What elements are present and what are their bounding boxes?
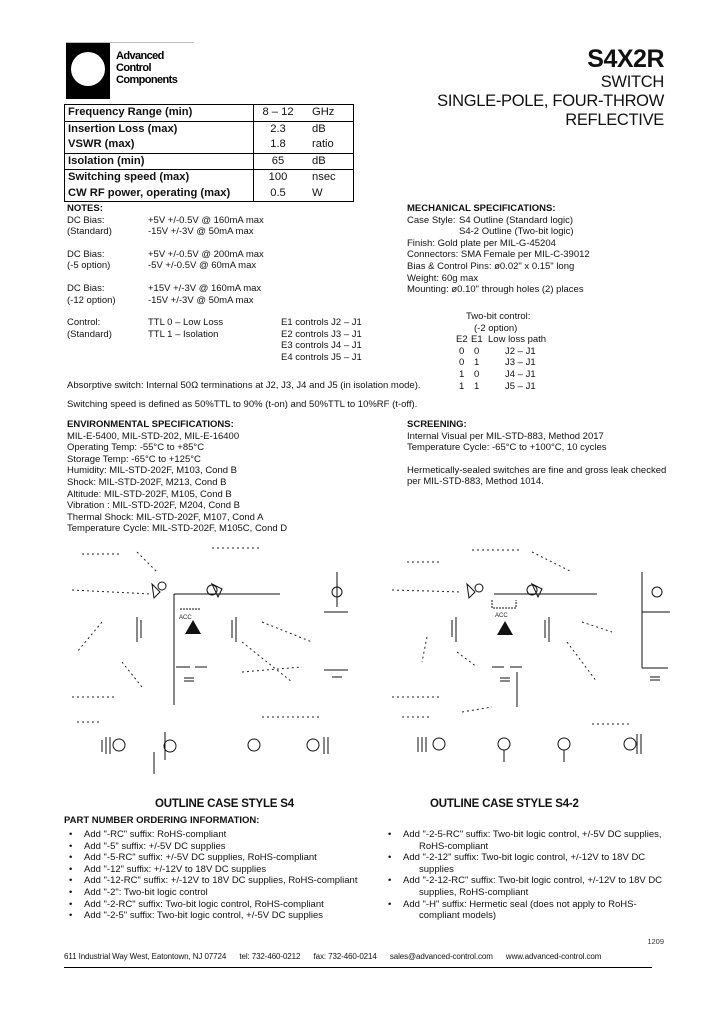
e1-value: 0 [474, 368, 480, 380]
table-row [65, 121, 354, 137]
dc-bias-option: (Standard) [67, 226, 112, 238]
logo-line-2: Control [116, 62, 151, 74]
header-e2: E2 [456, 334, 468, 346]
outline-drawing-s4-2 [382, 542, 692, 782]
env-line: MIL-E-5400, MIL-STD-202, MIL-E-16400 [67, 430, 240, 442]
list-item-continuation: supplies [419, 863, 454, 875]
header-e1: E1 [471, 334, 483, 346]
notes-heading: NOTES: [67, 203, 103, 214]
env-line: Thermal Shock: MIL-STD-202F, M107, Cond A [67, 511, 264, 523]
list-item: • Add "-RC" suffix: RoHS-compliant [64, 829, 357, 841]
electrical-spec-table [64, 104, 354, 202]
two-bit-subtitle: (-2 option) [474, 322, 518, 334]
list-item-line: Add "-2-12-RC" suffix: Two-bit logic control, +/-12V to 18V DC [403, 875, 663, 887]
list-item-line: Add "-H" suffix: Hermetic seal (does not apply to RoHS- [403, 898, 637, 910]
table-row [65, 186, 354, 202]
logo-divider [66, 42, 194, 43]
outline-drawing-s4 [62, 542, 362, 782]
path-value: J4 – J1 [505, 368, 536, 380]
dc-bias-value: -15V +/-3V @ 50mA max [148, 226, 254, 238]
footer-website-link[interactable]: www.advanced-control.com [505, 952, 602, 961]
control-map: E1 controls J2 – J1 [281, 317, 362, 329]
spec-label: CW RF power, operating (max) [65, 186, 254, 202]
notes-section [67, 203, 397, 364]
mechanical-heading: MECHANICAL SPECIFICATIONS: [407, 203, 556, 214]
mechanical-specs [407, 203, 707, 296]
spec-value: 2.3 [270, 122, 286, 135]
dc-bias-label: DC Bias: [67, 214, 105, 226]
spec-unit: GHz [302, 105, 354, 122]
screening-section [407, 419, 666, 488]
list-item-line: Add "-2-5-RC" suffix: Two-bit logic control, +/-5V DC supplies, [403, 829, 662, 840]
env-line: Operating Temp: -55°C to +85°C [67, 442, 205, 454]
env-line: Vibration : MIL-STD-202F, M204, Cond B [67, 500, 241, 512]
subtitle-line-2: SINGLE-POLE, FOUR-THROW [437, 92, 664, 110]
table-row [448, 381, 588, 393]
acc-label: ACC [179, 615, 192, 621]
list-item: • Add "-5" suffix: +/-5V DC supplies [64, 841, 357, 853]
env-line: Altitude: MIL-STD-202F, M105, Cond B [67, 488, 232, 500]
table-row [448, 346, 588, 358]
control-map: E2 controls J3 – J1 [281, 328, 362, 340]
spec-unit: ratio [302, 137, 354, 153]
e2-value: 0 [459, 357, 465, 369]
dc-bias-value: +5V +/-0.5V @ 200mA max [148, 248, 264, 260]
list-item-continuation: RoHS-compliant [419, 840, 489, 852]
dc-bias-value: +15V +/-3V @ 160mA max [148, 282, 262, 294]
control-option: (Standard) [67, 328, 112, 340]
spec-unit: nsec [312, 171, 336, 184]
ordering-info-right [383, 829, 662, 922]
footer-email-link[interactable]: sales@advanced-control.com [389, 952, 493, 961]
list-item [383, 899, 662, 922]
footer-contact [64, 951, 652, 968]
spec-value: 1.8 [254, 137, 303, 153]
path-value: J2 – J1 [505, 345, 536, 357]
hermetic-line-2: per MIL-STD-883, Method 1014. [407, 476, 544, 488]
path-value: J5 – J1 [505, 380, 536, 392]
footer-tel: tel: 732-460-0212 [239, 952, 301, 961]
two-bit-header-row [448, 334, 588, 346]
ordering-list-left [64, 829, 357, 922]
list-item: • Add "-12" suffix: +/-12V to 18V DC supplies [64, 864, 357, 876]
case-style-label: Case Style: [407, 214, 456, 226]
model-number: S4X2R [587, 45, 664, 73]
spec-value: 65 [254, 153, 303, 170]
case-style-row-2 [407, 226, 707, 238]
table-row [448, 357, 588, 369]
logo-line-1: Advanced [116, 50, 164, 62]
two-bit-title: Two-bit control: [466, 311, 531, 322]
spec-value: 8 – 12 [254, 105, 303, 122]
list-item: • Add "-12-RC" suffix: +/-12V to 18V DC supplies, RoHS-compliant [64, 875, 357, 887]
dc-bias-value: +5V +/-0.5V @ 160mA max [148, 214, 264, 226]
control-map: E4 controls J5 – J1 [281, 351, 362, 363]
spec-label: Switching speed (max) [65, 170, 254, 186]
two-bit-title-row [448, 311, 588, 323]
spec-label: Insertion Loss (max) [65, 121, 254, 137]
spec-unit: dB [312, 122, 326, 135]
env-line: Temperature Cycle: MIL-STD-202F, M105C, Cond D [67, 523, 288, 535]
dc-bias-standard-1 [67, 215, 397, 227]
ordering-info [64, 815, 357, 922]
screening-heading: SCREENING: [407, 419, 467, 430]
two-bit-subtitle-row [448, 323, 588, 335]
footer-fax: fax: 732-460-0214 [313, 952, 377, 961]
list-item: • Add "-2-5" suffix: Two-bit logic control, +/-5V DC supplies [64, 910, 357, 922]
table-row [65, 170, 354, 186]
list-item [383, 852, 662, 875]
mech-line: Finish: Gold plate per MIL-G-45204 [407, 237, 556, 249]
list-item: • Add "-2-RC" suffix: Two-bit logic control, RoHS-compliant [64, 899, 357, 911]
control-row-2 [67, 329, 397, 341]
dc-bias-standard-2 [67, 226, 397, 238]
control-row-4 [67, 352, 397, 364]
dc-bias-label: DC Bias: [67, 282, 105, 294]
spec-label: Frequency Range (min) [65, 105, 254, 122]
e2-value: 1 [459, 380, 465, 392]
dc-bias-value: -15V +/-3V @ 50mA max [148, 294, 254, 306]
logo-line-3: Components [116, 74, 178, 86]
control-row-1 [67, 317, 397, 329]
list-item: • Add "-2": Two-bit logic control [64, 887, 357, 899]
table-row [65, 153, 354, 170]
environmental-heading: ENVIRONMENTAL SPECIFICATIONS: [67, 419, 234, 430]
page-number: 1209 [647, 937, 664, 946]
mech-line: Connectors: SMA Female per MIL-C-39012 [407, 249, 590, 261]
subtitle-line-1: SWITCH [600, 73, 664, 91]
path-value: J3 – J1 [505, 357, 536, 369]
env-line: Storage Temp: -65°C to +125°C [67, 453, 201, 465]
logo-wordmark [116, 50, 177, 86]
header-low-loss-path: Low loss path [488, 334, 547, 346]
list-item: • Add "-5-RC" suffix: +/-5V DC supplies, RoHS-compliant [64, 852, 357, 864]
table-row [65, 137, 354, 153]
case-style-value: S4 Outline (Standard logic) [459, 214, 574, 226]
e1-value: 0 [474, 345, 480, 357]
spec-value: 0.5 [270, 186, 286, 199]
screening-line: Temperature Cycle: -65°C to +100°C, 10 cycles [407, 442, 607, 454]
table-row [448, 369, 588, 381]
warning-triangle-icon [497, 621, 513, 635]
list-item [383, 829, 662, 852]
subtitle-line-3: REFLECTIVE [565, 111, 664, 129]
env-line: Humidity: MIL-STD-202F, M103, Cond B [67, 465, 238, 477]
control-row-3 [67, 340, 397, 352]
acc-label: ACC [495, 613, 508, 619]
e1-value: 1 [474, 357, 480, 369]
mech-line: Mounting: ø0.10" through holes (2) places [407, 284, 584, 296]
spec-label: Isolation (min) [65, 153, 254, 170]
case-style-row-1 [407, 215, 707, 227]
absorptive-note: Absorptive switch: Internal 50Ω terminations at J2, J3, J4 and J5 (in isolation mode). [67, 380, 421, 391]
ordering-heading: PART NUMBER ORDERING INFORMATION: [64, 815, 260, 826]
outline-title-s4-2: OUTLINE CASE STYLE S4-2 [430, 798, 579, 810]
dc-bias-label: DC Bias: [67, 248, 105, 260]
environmental-specs [67, 419, 287, 535]
screening-line: Internal Visual per MIL-STD-883, Method 2017 [407, 430, 604, 442]
list-item [383, 875, 662, 898]
mech-line: Weight: 60g max [407, 272, 479, 284]
company-logo [66, 43, 194, 99]
logo-a-icon: A [78, 54, 98, 84]
product-title-block [437, 45, 664, 130]
case-style-value: S4-2 Outline (Two-bit logic) [459, 226, 574, 238]
dc-bias-5-1 [67, 249, 397, 261]
spec-value: 100 [268, 171, 288, 184]
dc-bias-option: (-12 option) [67, 294, 116, 306]
dc-bias-12-1 [67, 283, 397, 295]
list-item-continuation: supplies, RoHS-compliant [419, 886, 529, 898]
spec-label: VSWR (max) [65, 137, 254, 153]
env-line: Shock: MIL-STD-202F, M213, Cond B [67, 476, 227, 488]
switching-speed-note: Switching speed is defined as 50%TTL to 90% (t-on) and 50%TTL to 10%RF (t-off). [67, 399, 418, 410]
warning-triangle-icon [185, 620, 201, 634]
dc-bias-option: (-5 option) [67, 260, 111, 272]
control-map: E3 controls J4 – J1 [281, 340, 362, 352]
footer-address: 611 Industrial Way West, Eatontown, NJ 07724 [64, 952, 227, 961]
dc-bias-5-2 [67, 260, 397, 272]
list-item-continuation: compliant models) [419, 910, 497, 922]
ttl0-text: TTL 0 – Low Loss [148, 317, 224, 329]
ordering-list-right [383, 829, 662, 922]
two-bit-control-table [448, 311, 588, 392]
e2-value: 1 [459, 368, 465, 380]
e2-value: 0 [459, 345, 465, 357]
spec-unit: dB [302, 153, 354, 170]
control-label: Control: [67, 317, 101, 329]
table-row [65, 105, 354, 122]
e1-value: 1 [474, 380, 480, 392]
mech-line: Bias & Control Pins: ø0.02" x 0.15" long [407, 260, 575, 272]
dc-bias-12-2 [67, 295, 397, 307]
spec-unit: W [312, 186, 323, 199]
outline-title-s4: OUTLINE CASE STYLE S4 [155, 798, 294, 810]
hermetic-line-1: Hermetically-sealed switches are fine and gross leak checked [407, 464, 667, 476]
dc-bias-value: -5V +/-0.5V @ 60mA max [148, 260, 257, 272]
list-item-line: Add "-2-12" suffix: Two-bit logic control, +/-12V to 18V DC [403, 852, 646, 864]
ttl1-text: TTL 1 – Isolation [148, 328, 219, 340]
